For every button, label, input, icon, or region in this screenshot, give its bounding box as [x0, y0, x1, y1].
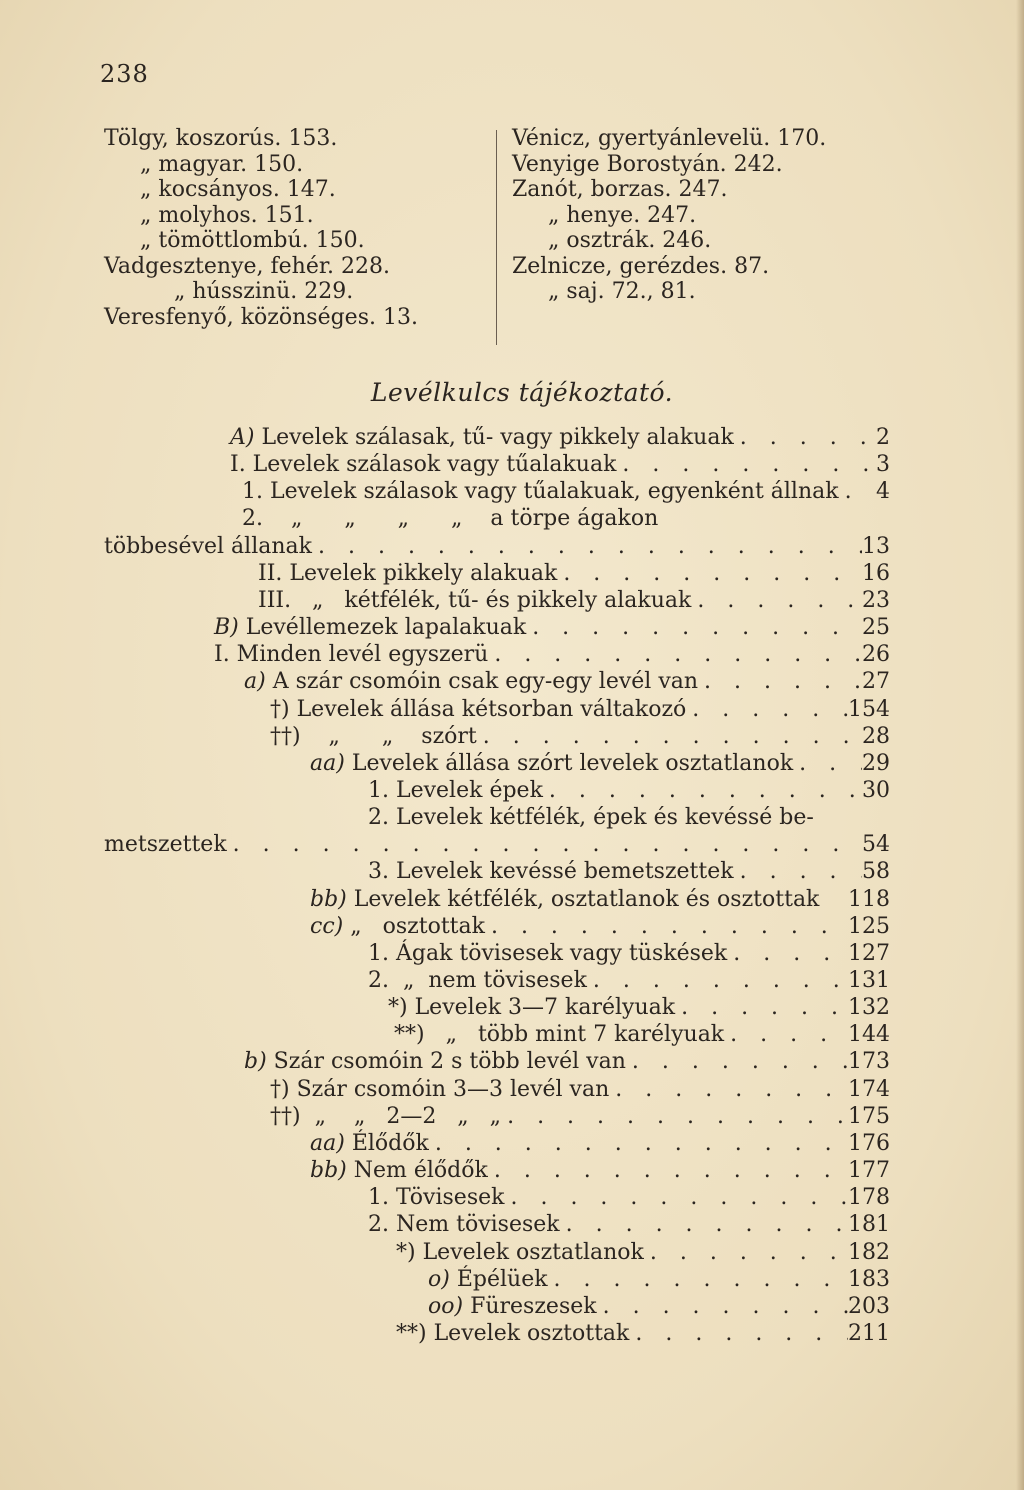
key-entry-page-number: 3 [876, 452, 890, 478]
dot-leader [560, 1211, 848, 1238]
dot-leader [477, 723, 862, 750]
key-entry-page-number: 132 [848, 995, 890, 1021]
key-entry-label [270, 696, 686, 723]
key-entry [270, 723, 890, 750]
key-entry [396, 1320, 890, 1347]
dot-leader [504, 1184, 848, 1211]
key-entry-label [310, 1157, 488, 1184]
key-entry-page-number: 176 [848, 1130, 890, 1156]
key-entry-label [368, 940, 727, 967]
key-entry [368, 777, 890, 804]
key-entry-page-number: 30 [862, 777, 890, 803]
key-entry-marker: a) [244, 669, 266, 695]
page-number: 238 [100, 60, 149, 88]
key-entry-label [368, 1184, 504, 1211]
key-entry-marker: o) [428, 1266, 450, 1292]
key-entry-page-number: 26 [862, 642, 890, 668]
key-entry-text: *) Levelek osztatlanok [396, 1239, 644, 1265]
dot-leader [597, 1293, 848, 1320]
key-entry-page-number: 28 [862, 723, 890, 749]
key-entry [244, 668, 890, 695]
key-entry [368, 804, 890, 831]
dot-leader [548, 1266, 848, 1293]
index-entry: „ tömöttlombú. 150. [140, 228, 365, 253]
key-entry-text: 1. Tövisesek [368, 1185, 505, 1211]
key-entry [270, 1076, 890, 1103]
column-divider [496, 130, 497, 345]
index-entry: Veresfenyő, közönséges. 13. [104, 304, 418, 330]
index-column-right [512, 126, 892, 305]
key-entry-text: Füreszesek [470, 1293, 597, 1319]
key-entry-marker: A) [230, 425, 255, 450]
key-entry-label [388, 994, 675, 1021]
key-entry-label [368, 1211, 560, 1238]
key-entry-label [270, 723, 477, 750]
key-entry-text: ††) „ „ szórt [270, 723, 477, 749]
key-entry-text: többesével állanak [104, 533, 312, 559]
key-entry-label [310, 750, 793, 777]
key-entry-page-number: 27 [862, 669, 890, 695]
index-entry: „ magyar. 150. [140, 151, 304, 177]
index-entry: „ molyhos. 151. [140, 202, 314, 228]
key-entry-text: 1. Levelek épek [368, 777, 543, 803]
key-entry-text: *) Levelek 3—7 karélyuak [388, 995, 676, 1021]
key-entry [394, 1021, 890, 1048]
index-entry: „ osztrák. 246. [548, 228, 712, 253]
key-entry [242, 478, 890, 505]
key-entry [310, 1130, 890, 1157]
index-entry: Vénicz, gyertyánlevelü. 170. [512, 126, 827, 151]
key-entry-label [104, 533, 312, 560]
key-entry-page-number: 174 [848, 1076, 890, 1102]
key-entry-page-number: 144 [848, 1022, 890, 1048]
key-entry-text: 2. Nem tövisesek [368, 1212, 560, 1238]
key-entry-text: I. Levelek szálasok vagy tűalakuak [230, 452, 617, 478]
key-entry-label [310, 913, 485, 940]
key-entry-page-number: 125 [848, 913, 890, 939]
key-entry-text: metszettek [104, 832, 227, 858]
key-entry-page-number: 178 [848, 1185, 890, 1211]
key-entry-page-number: 131 [848, 968, 890, 993]
index-entry: Venyige Borostyán. 242. [512, 151, 783, 177]
key-entry [310, 750, 890, 777]
key-entry-page-number: 177 [848, 1158, 890, 1184]
key-entry-page-number: 4 [876, 479, 890, 505]
key-entry-label [270, 1076, 609, 1103]
key-entry [104, 533, 890, 560]
key-entry-text: 1. Levelek szálasok vagy tűalakuak, egyenként állnak [242, 479, 839, 505]
dot-leader [724, 1021, 848, 1048]
key-entry-page-number: 54 [862, 832, 890, 858]
key-entry-text: **) Levelek osztottak [396, 1320, 630, 1346]
key-entry-text: II. Levelek pikkely alakuak [258, 560, 558, 586]
key-entry-label [310, 886, 819, 913]
key-entry-text: **) „ több mint 7 karélyuak [394, 1022, 725, 1048]
dot-leader [488, 641, 862, 668]
key-entry-text: A szár csomóin csak egy-egy levél van [272, 669, 699, 695]
key-entry-page-number: 58 [862, 859, 890, 885]
index-entry: „ hússzinü. 229. [174, 279, 354, 304]
key-entry-text: Levéllemezek lapalakuak [245, 615, 527, 641]
key-entry-label [396, 1239, 644, 1266]
key-entry-label [258, 560, 557, 587]
key-entry [310, 913, 890, 940]
index-entry: „ saj. 72., 81. [548, 279, 696, 304]
dot-leader [734, 858, 862, 885]
dot-leader [691, 587, 862, 614]
dot-leader [727, 940, 848, 967]
key-entry-label [368, 967, 587, 994]
key-entry-text: „ osztottak [350, 913, 485, 939]
key-entry-page-number: 175 [848, 1103, 890, 1129]
key-entry-label [428, 1266, 548, 1293]
index-entry: „ henye. 247. [548, 202, 697, 228]
key-entry [258, 560, 890, 587]
dot-leader [644, 1239, 848, 1266]
dot-leader [626, 1048, 848, 1075]
key-entry-label [368, 858, 734, 885]
key-entry-text: ††) „ „ 2—2 „ „ [270, 1103, 502, 1129]
key-entry-page-number: 173 [848, 1049, 890, 1075]
key-entry-marker: B) [214, 615, 239, 641]
key-entry-marker: cc) [310, 913, 344, 939]
key-entry-text: Levelek szálasak, tű- vagy pikkely alakuak [261, 425, 734, 450]
key-entry-marker: bb) [310, 886, 347, 912]
key-entry [388, 994, 890, 1021]
key-entry-page-number: 29 [862, 750, 890, 776]
key-entry-label [230, 451, 616, 478]
key-entry-text: Épélüek [456, 1266, 548, 1292]
key-entry-label [368, 804, 814, 831]
dot-leader [698, 668, 862, 695]
key-entry-label [244, 1048, 626, 1075]
key-entry [270, 696, 890, 723]
key-entry-label [310, 1130, 429, 1157]
key-entry-marker: b) [244, 1049, 267, 1075]
key-entry [428, 1293, 890, 1320]
key-entry-page-number: 118 [848, 886, 890, 912]
dot-leader [587, 967, 848, 994]
key-entry-page-number: 23 [862, 587, 890, 613]
dot-leader [429, 1130, 848, 1157]
key-entry-page-number: 203 [848, 1293, 890, 1319]
key-entry-page-number: 182 [848, 1239, 890, 1265]
key-entry-page-number: 181 [848, 1212, 890, 1238]
key-entry-page-number: 2 [876, 425, 890, 450]
key-entry-label [242, 505, 658, 532]
key-entry [368, 967, 890, 994]
key-entry [244, 1048, 890, 1075]
key-entry-marker: oo) [428, 1293, 464, 1319]
key-entry-text: Levelek állása szórt levelek osztatlanok [351, 750, 794, 776]
key-entry-label [394, 1021, 724, 1048]
key-entry-text: †) Szár csomóin 3—3 levél van [270, 1076, 610, 1102]
dot-leader [312, 533, 862, 560]
page-edge-shadow [1016, 0, 1024, 1490]
key-entry-marker: aa) [310, 750, 345, 776]
dot-leader [526, 614, 862, 641]
key-entry [368, 1184, 890, 1211]
dot-leader [227, 831, 862, 858]
index-entry: Zanót, borzas. 247. [512, 177, 728, 202]
key-entry-label [428, 1293, 597, 1320]
key-entry-text: Levelek kétfélék, osztatlanok és osztottak [353, 886, 820, 912]
key-entry [270, 1103, 890, 1130]
key-entry-text: III. „ kétfélék, tű- és pikkely alakuak [258, 587, 692, 613]
key-entry-page-number: 127 [848, 940, 890, 966]
key-entry-text: I. Minden levél egyszerü [214, 642, 489, 668]
key-entry-label [396, 1320, 629, 1347]
key-entry-page-number: 16 [862, 560, 890, 586]
key-entry-label [258, 587, 691, 614]
index-entry: „ kocsányos. 147. [140, 177, 336, 202]
key-entry-page-number: 25 [862, 615, 890, 641]
dot-leader [629, 1320, 848, 1347]
key-entry [230, 451, 890, 478]
key-entry-label [244, 668, 698, 695]
key-entry-label [214, 614, 526, 641]
key-entry-marker: bb) [310, 1158, 347, 1184]
key-entry-text: 2. „ „ „ „ a törpe ágakon [242, 506, 659, 532]
dot-leader [675, 994, 848, 1021]
section-title: Levélkulcs tájékoztató. [370, 378, 674, 407]
dot-leader [609, 1076, 848, 1103]
key-entry-label [104, 831, 227, 858]
dot-leader [616, 451, 876, 478]
dot-leader [543, 777, 862, 804]
index-column-left [104, 126, 484, 330]
key-entry [104, 831, 890, 858]
key-entry-text: 1. Ágak tövisesek vagy tüskések [368, 940, 728, 966]
key-entry-label [214, 641, 488, 668]
key-entry-page-number: 183 [848, 1266, 890, 1292]
dot-leader [839, 478, 876, 505]
key-entry-page-number: 13 [862, 533, 890, 559]
key-entry-text: Szár csomóin 2 s több levél van [273, 1049, 626, 1075]
key-entry [368, 858, 890, 885]
key-entry [310, 1157, 890, 1184]
dot-leader [485, 913, 848, 940]
key-entry [396, 1239, 890, 1266]
key-entry [214, 614, 890, 641]
dot-leader [557, 560, 862, 587]
key-entry-text: †) Levelek állása kétsorban váltakozó [270, 696, 687, 722]
key-entry [242, 505, 890, 532]
dot-leader [501, 1103, 848, 1130]
key-entry-label [230, 424, 734, 451]
dot-leader [734, 424, 876, 451]
key-entry-marker: aa) [310, 1130, 345, 1156]
key-entry-page-number: 211 [848, 1320, 890, 1346]
index-entry: Vadgesztenye, fehér. 228. [104, 253, 390, 279]
key-entry [368, 940, 890, 967]
dot-leader [793, 750, 862, 777]
key-entry [428, 1266, 890, 1293]
key-entry [230, 424, 890, 451]
key-entry-text: Élődők [351, 1130, 429, 1156]
index-entry: Tölgy, koszorús. 153. [104, 126, 338, 151]
key-entry-label [270, 1103, 501, 1130]
key-entry [310, 886, 890, 913]
key-entry-text: 2. Levelek kétfélék, épek és kevéssé be- [368, 805, 814, 831]
key-entry [258, 587, 890, 614]
key-entry-text: 2. „ nem tövisesek [368, 968, 587, 993]
key-entry-text: 3. Levelek kevéssé bemetszettek [368, 859, 734, 885]
key-entry-page-number: 154 [848, 696, 890, 722]
index-entry: Zelnicze, gerézdes. 87. [512, 253, 770, 279]
dot-leader [488, 1157, 848, 1184]
key-entry [214, 641, 890, 668]
key-entry-label [368, 777, 543, 804]
key-entry-text: Nem élődők [353, 1158, 488, 1184]
key-entry-label [242, 478, 839, 505]
dot-leader [686, 696, 848, 723]
key-entry [368, 1211, 890, 1238]
